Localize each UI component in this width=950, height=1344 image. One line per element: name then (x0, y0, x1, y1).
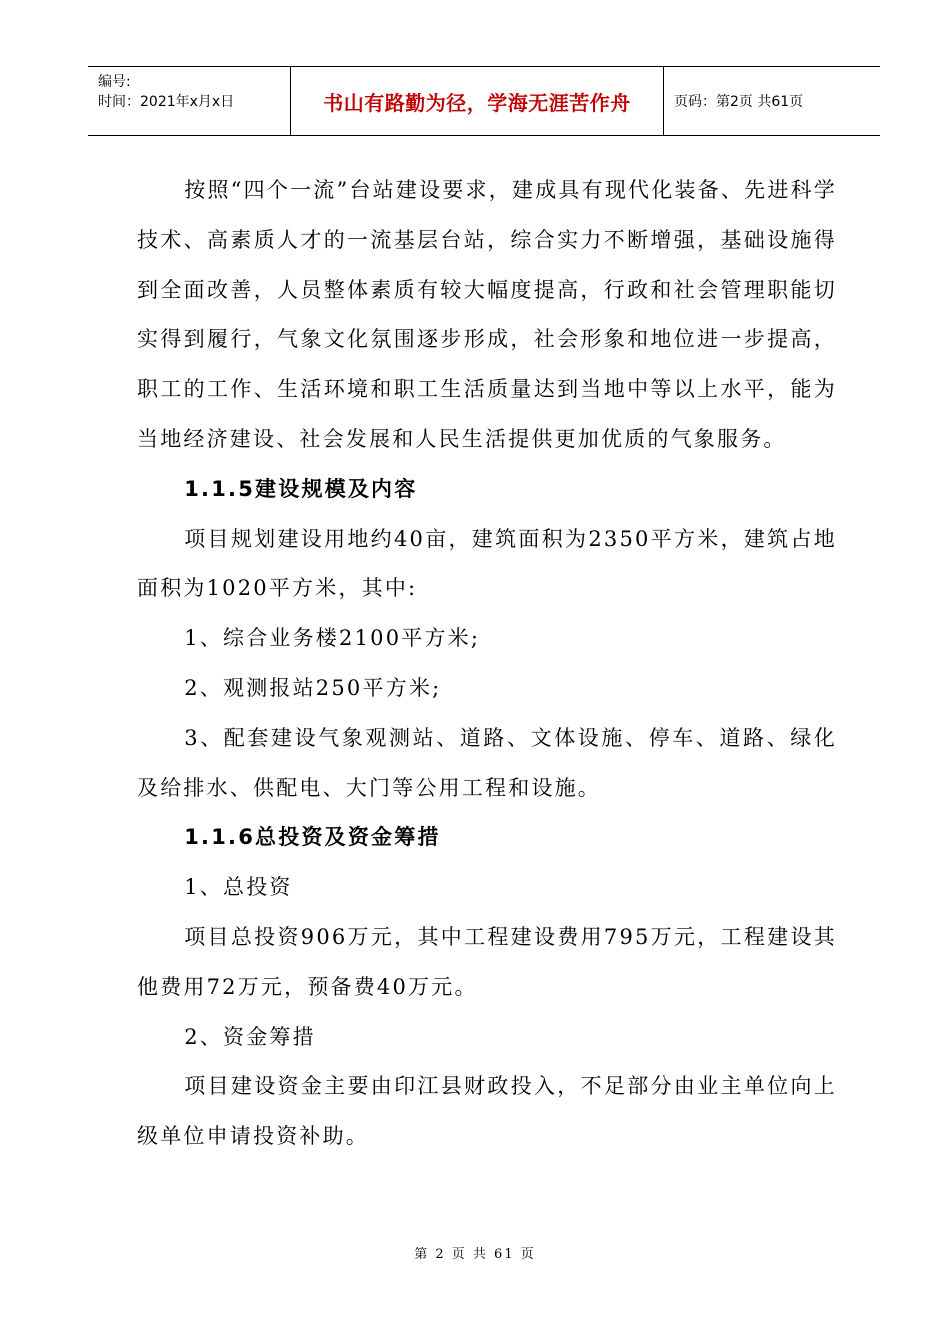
subheading: 1、总投资 (184, 875, 293, 900)
header-meta (88, 67, 291, 135)
body-paragraph: 项目建设资金主要由印江县财政投入，不足部分由业主单位向上级单位申请投资补助。 (137, 1074, 837, 1149)
subheading: 2、资金筹措 (184, 1024, 316, 1049)
header-number-label: 编号: (98, 74, 131, 90)
list-item: 3、配套建设气象观测站、道路、文体设施、停车、道路、绿化及给排水、供配电、大门等公用工程和设施。 (137, 725, 837, 800)
list-item: 1、综合业务楼2100平方米; (184, 626, 481, 651)
list-item: 2、观测报站250平方米; (184, 675, 442, 700)
page-footer: 第 2 页 共 61 页 (414, 1247, 536, 1262)
header-time-label: 时间：2021年x月x日 (98, 94, 235, 110)
body-paragraph: 按照“四个一流”台站建设要求，建成具有现代化装备、先进科学技术、高素质人才的一流基层台站，综合实力不断增强，基础设施得到全面改善，人员整体素质有较大幅度提高，行政和社会管理职能切实得到履行，气象文化氛围逐步形成，社会形象和地位进一步提高，职工的工作、生活环境和职工生活质量达到当地中等以上水平，能为当地经济建设、社会发展和人民生活提供更加优质的气象服务。 (137, 178, 837, 451)
body-paragraph: 项目总投资906万元，其中工程建设费用795万元，工程建设其他费用72万元，预备费40万元。 (137, 924, 837, 999)
header-page-info: 页码：第2页 共61页 (674, 94, 804, 110)
header-motto: 书山有路勤为径，学海无涯苦作舟 (291, 67, 664, 135)
body-paragraph: 项目规划建设用地约40亩，建筑面积为2350平方米，建筑占地面积为1020平方米，其中: (137, 526, 837, 601)
section-heading: 1.1.6总投资及资金筹措 (184, 825, 441, 850)
document-body (137, 166, 837, 1162)
section-heading: 1.1.5建设规模及内容 (184, 476, 418, 501)
page-header (88, 66, 880, 136)
